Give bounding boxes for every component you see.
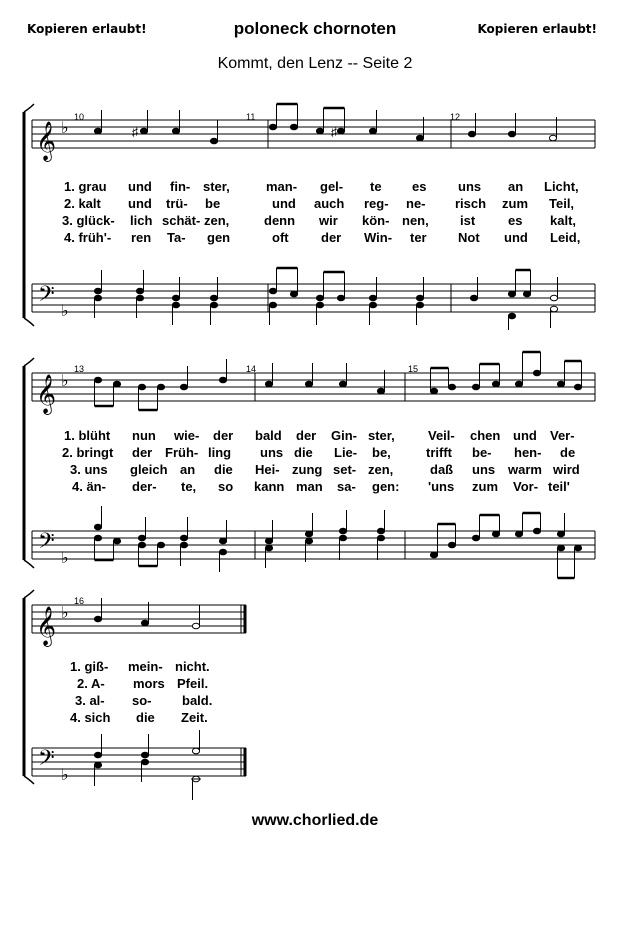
measure-number: 14 <box>246 364 257 374</box>
lyric-verse-1: 1. blüht nun wie- der bald der Gin- ster, Veil- chen und Ver- <box>64 428 575 443</box>
lyric-verse-3: 3. uns gleich an die Hei- zung set- zen, daß uns warm wird <box>70 462 580 477</box>
flat-key-icon: ♭ <box>61 371 69 390</box>
measure-number: 12 <box>450 112 461 122</box>
flat-key-icon: ♭ <box>61 603 69 622</box>
lyric-verse-2: 2. bringt der Früh- ling uns die Lie- be, trifft be- hen- de <box>62 445 576 460</box>
page-title: poloneck chornoten <box>233 19 397 38</box>
svg-text:♯: ♯ <box>331 125 337 139</box>
measure-number: 16 <box>74 596 85 606</box>
lyric-verse-4: 4. sich die Zeit. <box>70 710 208 725</box>
lyric-verse-2: 2. kalt und trü- be und auch reg- ne- risch zum Teil, <box>64 196 575 211</box>
bass-staff-1 <box>32 284 595 312</box>
copy-note-right: Kopieren erlaubt! <box>477 22 597 36</box>
flat-key-icon: ♭ <box>61 765 69 784</box>
lyric-verse-1: 1. grau und fin- ster, man- gel- te es uns an Licht, <box>64 179 579 194</box>
lyrics-system-3 <box>70 659 212 725</box>
flat-key-icon: ♭ <box>61 301 69 320</box>
bass-clef-icon: 𝄢 <box>38 746 55 776</box>
lyrics-system-1 <box>62 179 580 245</box>
lyric-verse-3: 3. glück- lich schät- zen, denn wir kön- nen, ist es kalt, <box>62 213 577 228</box>
treble-clef-icon: 𝄞 <box>36 606 57 646</box>
flat-key-icon: ♭ <box>61 548 69 567</box>
measure-number: 13 <box>74 364 85 374</box>
subtitle: Kommt, den Lenz -- Seite 2 <box>217 55 413 72</box>
measure-number: 11 <box>246 112 256 122</box>
lyric-verse-4: 4. än- der- te, so kann man sa- gen: 'uns zum Vor- teil' <box>72 479 570 494</box>
treble-clef-icon: 𝄞 <box>36 121 57 161</box>
website-link[interactable]: www.chorlied.de <box>251 812 379 829</box>
lyric-verse-1: 1. giß- mein- nicht. <box>70 659 210 674</box>
treble-clef-icon: 𝄞 <box>36 374 57 414</box>
bass-clef-icon: 𝄢 <box>38 282 55 312</box>
treble-notes-3 <box>94 598 199 629</box>
copy-note-left: Kopieren erlaubt! <box>27 22 147 36</box>
measure-number: 10 <box>74 112 85 122</box>
lyric-verse-2: 2. A- mors Pfeil. <box>77 676 209 691</box>
svg-text:♯: ♯ <box>132 125 138 139</box>
bass-notes-1 <box>94 268 557 330</box>
bass-staff-2 <box>32 531 595 559</box>
lyrics-system-2 <box>62 428 580 494</box>
bass-notes-2 <box>94 506 581 578</box>
bass-notes-3 <box>94 730 201 800</box>
flat-key-icon: ♭ <box>61 118 69 137</box>
treble-notes-1 <box>94 104 556 144</box>
lyric-verse-3: 3. al- so- bald. <box>75 693 213 708</box>
lyric-verse-4: 4. früh'- ren Ta- gen oft der Win- ter Not und Leid, <box>64 230 581 245</box>
bass-clef-icon: 𝄢 <box>38 529 55 559</box>
measure-number: 15 <box>408 364 419 374</box>
